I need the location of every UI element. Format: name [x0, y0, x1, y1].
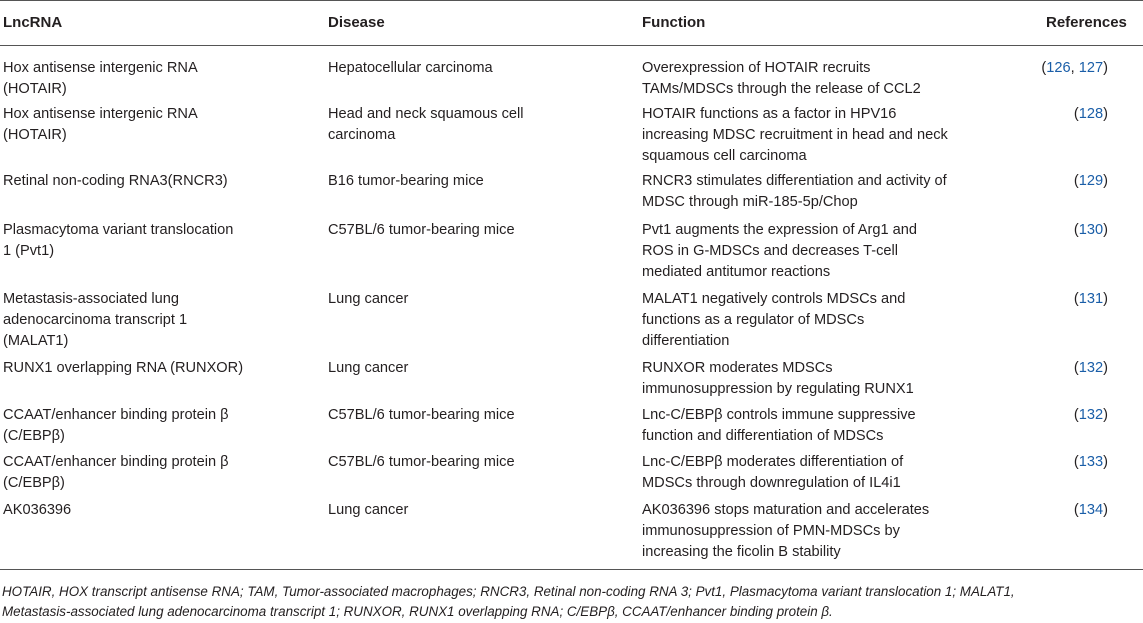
- cell-lncrna-line: 1 (Pvt1): [3, 243, 55, 259]
- cell-lncrna-line: Plasmacytoma variant translocation: [3, 222, 234, 238]
- cell-lncrna-line: (HOTAIR): [3, 81, 67, 97]
- cell-disease-line: B16 tumor-bearing mice: [328, 173, 484, 189]
- bottom-rule: [0, 569, 1143, 570]
- cell-reference: [1074, 171, 1108, 192]
- cell-disease: [328, 405, 515, 426]
- cell-lncrna: [3, 220, 233, 262]
- cell-reference: [1074, 452, 1108, 473]
- cell-reference: [1074, 500, 1108, 521]
- reference-link[interactable]: 129: [1078, 173, 1104, 189]
- cell-function: [642, 289, 905, 352]
- reference-punctuation: ): [1103, 454, 1108, 470]
- cell-function-line: immunosuppression of PMN-MDSCs by: [642, 523, 900, 539]
- cell-disease: [328, 289, 408, 310]
- header-lncrna: LncRNA: [3, 14, 63, 31]
- cell-function-line: differentiation: [642, 333, 730, 349]
- cell-reference: [1041, 58, 1108, 79]
- reference-punctuation: (: [1041, 60, 1047, 76]
- footnote-line: Metastasis-associated lung adenocarcinoma transcript 1; RUNXOR, RUNX1 overlapping RNA; C/EBPβ, CCAAT/enhancer binding protein β.: [2, 604, 833, 619]
- top-rule: [0, 0, 1143, 1]
- cell-disease: [328, 171, 484, 192]
- cell-lncrna: [3, 405, 229, 447]
- cell-lncrna-line: (MALAT1): [3, 333, 69, 349]
- cell-disease: [328, 452, 515, 473]
- header-disease: Disease: [328, 14, 385, 31]
- cell-function: [642, 405, 916, 447]
- cell-function: [642, 58, 921, 100]
- cell-lncrna-line: (HOTAIR): [3, 127, 67, 143]
- cell-disease: [328, 58, 493, 79]
- footnote-line: HOTAIR, HOX transcript antisense RNA; TAM, Tumor-associated macrophages; RNCR3, Retinal non-coding RNA 3; Pvt1, Plasmacytoma variant translocation 1; MALAT1,: [2, 584, 1015, 599]
- cell-disease-line: carcinoma: [328, 127, 396, 143]
- cell-function-line: increasing MDSC recruitment in head and neck: [642, 127, 948, 143]
- cell-lncrna-line: Retinal non-coding RNA3(RNCR3): [3, 173, 228, 189]
- reference-link[interactable]: 134: [1078, 502, 1104, 518]
- reference-punctuation: ): [1103, 173, 1108, 189]
- cell-lncrna: [3, 104, 198, 146]
- cell-lncrna-line: (C/EBPβ): [3, 475, 65, 491]
- cell-function-line: MALAT1 negatively controls MDSCs and: [642, 291, 906, 307]
- cell-function-line: RNCR3 stimulates differentiation and activity of: [642, 173, 947, 189]
- cell-lncrna-line: CCAAT/enhancer binding protein β: [3, 407, 229, 423]
- cell-function-line: Overexpression of HOTAIR recruits: [642, 60, 871, 76]
- cell-function: [642, 500, 929, 563]
- reference-punctuation: (: [1073, 173, 1079, 189]
- cell-disease: [328, 500, 408, 521]
- cell-lncrna-line: RUNX1 overlapping RNA (RUNXOR): [3, 360, 244, 376]
- reference-punctuation: (: [1073, 222, 1079, 238]
- cell-disease-line: Lung cancer: [328, 291, 409, 307]
- reference-link[interactable]: 133: [1078, 454, 1104, 470]
- cell-disease-line: Lung cancer: [328, 360, 409, 376]
- cell-function-line: RUNXOR moderates MDSCs: [642, 360, 833, 376]
- reference-punctuation: ): [1103, 291, 1108, 307]
- reference-punctuation: ): [1103, 360, 1108, 376]
- reference-punctuation: (: [1073, 291, 1079, 307]
- cell-lncrna: [3, 289, 187, 352]
- cell-disease: [328, 220, 515, 241]
- cell-lncrna-line: adenocarcinoma transcript 1: [3, 312, 188, 328]
- cell-function-line: squamous cell carcinoma: [642, 148, 807, 164]
- cell-function-line: HOTAIR functions as a factor in HPV16: [642, 106, 897, 122]
- cell-function-line: MDSC through miR-185-5p/Chop: [642, 194, 858, 210]
- cell-lncrna-line: CCAAT/enhancer binding protein β: [3, 454, 229, 470]
- reference-punctuation: ): [1103, 502, 1108, 518]
- reference-punctuation: ): [1103, 106, 1108, 122]
- cell-function-line: MDSCs through downregulation of IL4i1: [642, 475, 901, 491]
- reference-link[interactable]: 130: [1078, 222, 1104, 238]
- cell-function: [642, 452, 903, 494]
- reference-punctuation: ,: [1070, 60, 1079, 76]
- header-rule: [0, 45, 1143, 46]
- header-function: Function: [642, 14, 706, 31]
- cell-disease-line: Lung cancer: [328, 502, 409, 518]
- cell-function-line: Lnc-C/EBPβ controls immune suppressive: [642, 407, 916, 423]
- cell-disease-line: C57BL/6 tumor-bearing mice: [328, 454, 515, 470]
- reference-punctuation: (: [1073, 502, 1079, 518]
- cell-function-line: ROS in G-MDSCs and decreases T-cell: [642, 243, 899, 259]
- cell-function-line: Lnc-C/EBPβ moderates differentiation of: [642, 454, 904, 470]
- reference-punctuation: (: [1073, 407, 1079, 423]
- cell-disease-line: C57BL/6 tumor-bearing mice: [328, 222, 515, 238]
- cell-function: [642, 104, 948, 167]
- cell-lncrna-line: Hox antisense intergenic RNA: [3, 60, 198, 76]
- cell-function-line: AK036396 stops maturation and accelerates: [642, 502, 930, 518]
- reference-punctuation: (: [1073, 454, 1079, 470]
- cell-lncrna: [3, 58, 198, 100]
- reference-punctuation: ): [1103, 407, 1108, 423]
- cell-lncrna-line: Metastasis-associated lung: [3, 291, 180, 307]
- cell-disease: [328, 104, 524, 146]
- cell-reference: [1074, 358, 1108, 379]
- cell-function-line: mediated antitumor reactions: [642, 264, 831, 280]
- header-references: References: [1046, 14, 1127, 31]
- reference-link[interactable]: 132: [1078, 360, 1104, 376]
- cell-function-line: increasing the ficolin B stability: [642, 544, 841, 560]
- cell-lncrna: [3, 500, 71, 521]
- table-footnote: [2, 582, 1140, 622]
- cell-lncrna-line: AK036396: [3, 502, 72, 518]
- reference-punctuation: (: [1073, 360, 1079, 376]
- cell-disease-line: C57BL/6 tumor-bearing mice: [328, 407, 515, 423]
- cell-reference: [1074, 289, 1108, 310]
- reference-punctuation: ): [1103, 60, 1108, 76]
- reference-link[interactable]: 131: [1078, 291, 1104, 307]
- cell-reference: [1074, 405, 1108, 426]
- cell-disease: [328, 358, 408, 379]
- reference-punctuation: (: [1073, 106, 1079, 122]
- cell-lncrna-line: (C/EBPβ): [3, 428, 65, 444]
- cell-function: [642, 220, 917, 283]
- cell-function-line: function and differentiation of MDSCs: [642, 428, 884, 444]
- cell-function-line: functions as a regulator of MDSCs: [642, 312, 865, 328]
- cell-function-line: Pvt1 augments the expression of Arg1 and: [642, 222, 918, 238]
- cell-lncrna: [3, 358, 243, 379]
- reference-link[interactable]: 132: [1078, 407, 1104, 423]
- cell-function: [642, 358, 914, 400]
- cell-disease-line: Head and neck squamous cell: [328, 106, 524, 122]
- reference-punctuation: ): [1103, 222, 1108, 238]
- reference-link[interactable]: 126: [1046, 60, 1071, 76]
- cell-lncrna: [3, 452, 229, 494]
- cell-function: [642, 171, 947, 213]
- cell-disease-line: Hepatocellular carcinoma: [328, 60, 493, 76]
- cell-function-line: TAMs/MDSCs through the release of CCL2: [642, 81, 921, 97]
- cell-reference: [1074, 104, 1108, 125]
- cell-reference: [1074, 220, 1108, 241]
- reference-link[interactable]: 128: [1078, 106, 1104, 122]
- cell-lncrna: [3, 171, 228, 192]
- cell-lncrna-line: Hox antisense intergenic RNA: [3, 106, 198, 122]
- reference-link[interactable]: 127: [1078, 60, 1104, 76]
- cell-function-line: immunosuppression by regulating RUNX1: [642, 381, 914, 397]
